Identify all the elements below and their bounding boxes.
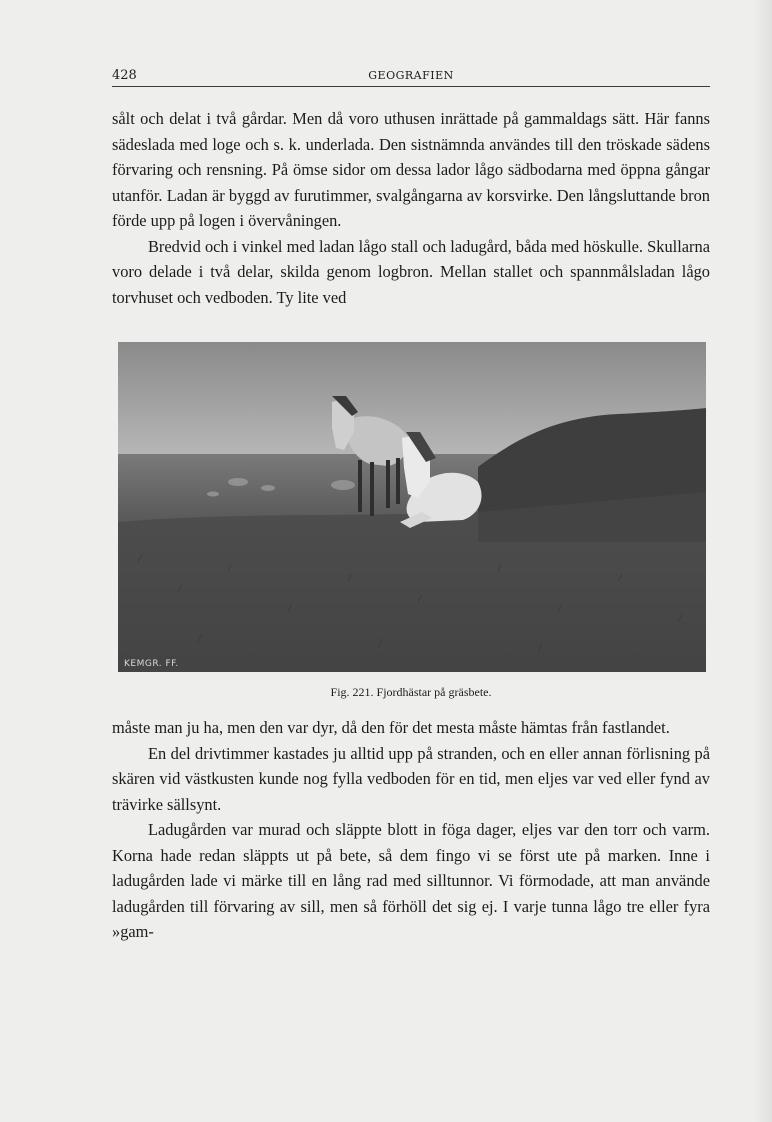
paragraph: En del drivtimmer kastades ju alltid upp på stranden, och en eller annan förlisning på skären vid västkusten kunde nog fylla vedboden för en tid, men eljes var ved eller fynd av trävirke sällsynt. bbox=[112, 743, 710, 814]
page-edge-shadow bbox=[754, 0, 772, 1122]
photo-credit: KEMGR. FF. bbox=[124, 659, 179, 669]
paragraph: sålt och delat i två gårdar. Men då voro uthusen inrättade på gammaldags sätt. Här fanns sädeslada med loge och s. k. underlada. Den sistnämnda användes till den tröskade sädens förvaring och rensning. På ömse sidor om dessa lador lågo sädbodarna med öppna gångar utanför. Ladan är byggd av furutimmer, svalgångarna av korsvirke. Den långsluttande bron förde upp på logen i övervåningen. bbox=[112, 109, 710, 230]
paragraph: Ladugården var murad och släppte blott in föga dager, eljes var den torr och varm. Korna hade redan släppts ut på bete, så dem fingo vi se först ute på marken. Inne i ladugården lade vi märke till en lång rad med silltunnor. Vi förmodade, att man använde ladugården till förvaring av sill, men så förhöll det sig ej. I varje tunna lågo tre eller fyra »gam- bbox=[112, 820, 710, 941]
horses-photo-illustration bbox=[118, 342, 706, 672]
running-header bbox=[112, 64, 710, 87]
upper-text-block bbox=[112, 106, 710, 310]
paragraph: Bredvid och i vinkel med ladan lågo stall och ladugård, båda med höskulle. Skullarna voro delade i två delar, skilda genom logbron. Mellan stallet och spannmålsladan lågo torvhuset och vedboden. Ty lite ved bbox=[112, 236, 710, 307]
figure-photo bbox=[118, 342, 706, 672]
page-number: 428 bbox=[112, 68, 137, 83]
paragraph: måste man ju ha, men den var dyr, då den för det mesta måste hämtas från fastlandet. bbox=[112, 718, 670, 737]
running-title: GEOGRAFIEN bbox=[368, 69, 454, 82]
figure-caption: Fig. 221. Fjordhästar på gräsbete. bbox=[330, 685, 492, 699]
lower-text-block bbox=[112, 715, 710, 945]
